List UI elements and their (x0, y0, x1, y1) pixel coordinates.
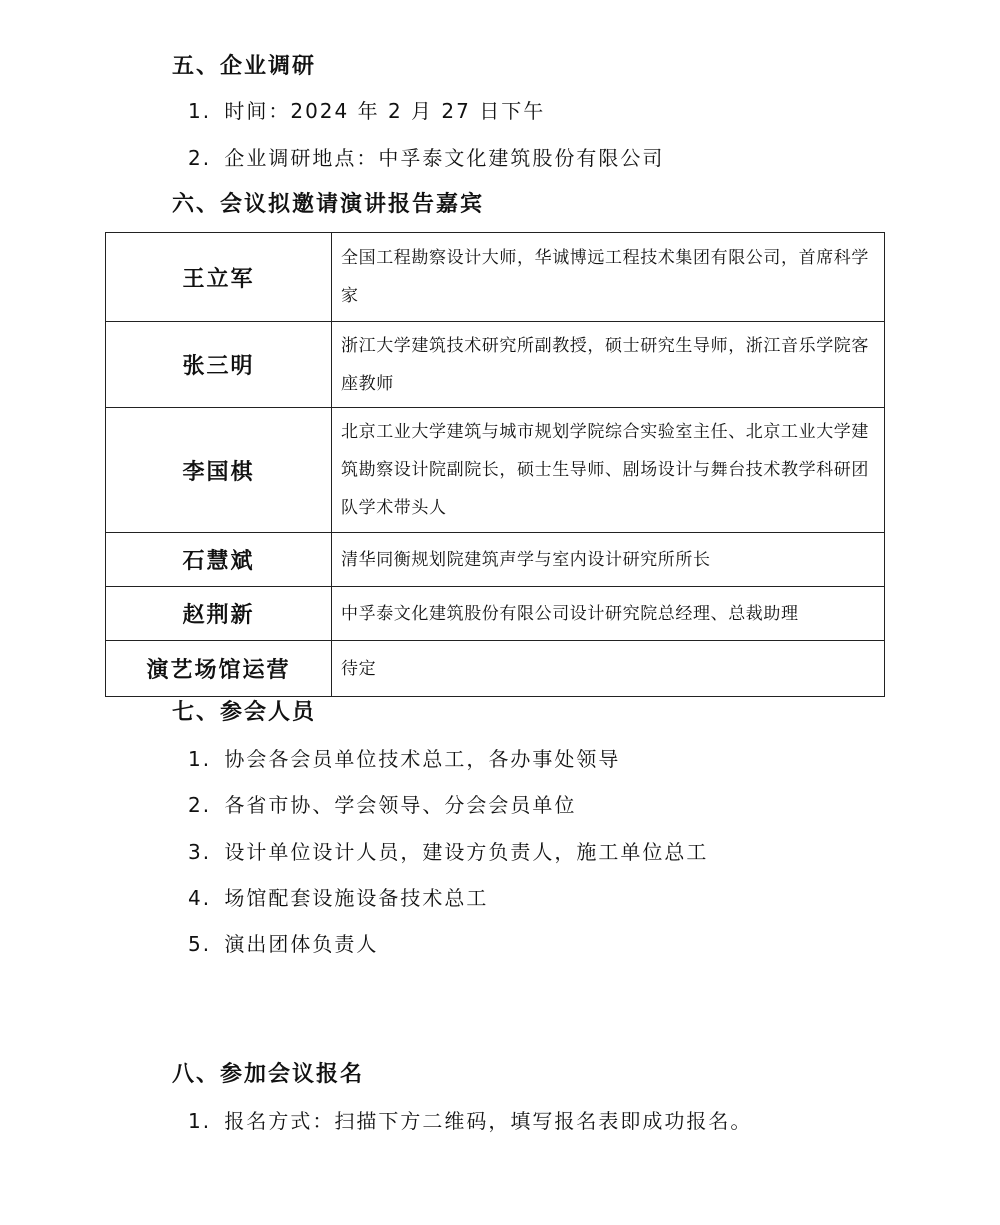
item-text: 设计单位设计人员，建设方负责人，施工单位总工 (224, 840, 709, 864)
section-heading-7: 七、参会人员 (172, 700, 317, 725)
guest-description: 中孚泰文化建筑股份有限公司设计研究院总经理、总裁助理 (332, 587, 885, 641)
item-number: 1. (188, 99, 212, 123)
section5-item-1 (188, 96, 545, 126)
guest-name: 王立军 (106, 233, 332, 322)
section7-item-2 (188, 790, 576, 820)
item-text: 各省市协、学会领导、分会会员单位 (224, 793, 577, 817)
section8-item-1 (188, 1106, 752, 1136)
item-text: 协会各会员单位技术总工，各办事处领导 (224, 747, 621, 771)
table-row (106, 233, 885, 322)
item-number: 1. (188, 1109, 212, 1133)
item-text: 时间：2024 年 2 月 27 日下午 (224, 99, 546, 123)
table-row (106, 408, 885, 533)
item-number: 3. (188, 840, 212, 864)
table-row (106, 641, 885, 697)
guest-name: 李国棋 (106, 408, 332, 533)
guest-speaker-table (105, 232, 885, 697)
section-heading-8: 八、参加会议报名 (172, 1062, 365, 1087)
guest-name: 张三明 (106, 322, 332, 408)
section7-item-3 (188, 837, 708, 867)
guest-description: 浙江大学建筑技术研究所副教授，硕士研究生导师，浙江音乐学院客座教师 (332, 322, 885, 408)
guest-description: 清华同衡规划院建筑声学与室内设计研究所所长 (332, 533, 885, 587)
section7-item-4 (188, 883, 488, 913)
table-row (106, 587, 885, 641)
item-number: 1. (188, 747, 212, 771)
guest-description: 待定 (332, 641, 885, 697)
section-heading-6: 六、会议拟邀请演讲报告嘉宾 (172, 192, 485, 217)
section5-item-2 (188, 143, 664, 173)
table-row (106, 322, 885, 408)
table-row (106, 533, 885, 587)
section7-item-5 (188, 929, 378, 959)
section7-item-1 (188, 744, 620, 774)
item-number: 4. (188, 886, 212, 910)
section-heading-5: 五、企业调研 (172, 54, 317, 79)
item-text: 报名方式：扫描下方二维码，填写报名表即成功报名。 (224, 1109, 753, 1133)
item-number: 2. (188, 793, 212, 817)
guest-description: 全国工程勘察设计大师，华诚博远工程技术集团有限公司，首席科学家 (332, 233, 885, 322)
item-text: 场馆配套设施设备技术总工 (224, 886, 489, 910)
item-text: 演出团体负责人 (224, 932, 379, 956)
guest-description: 北京工业大学建筑与城市规划学院综合实验室主任、北京工业大学建筑勘察设计院副院长，硕士生导师、剧场设计与舞台技术教学科研团队学术带头人 (332, 408, 885, 533)
guest-name: 石慧斌 (106, 533, 332, 587)
guest-name: 赵荆新 (106, 587, 332, 641)
item-number: 5. (188, 932, 212, 956)
item-text: 企业调研地点：中孚泰文化建筑股份有限公司 (224, 146, 665, 170)
item-number: 2. (188, 146, 212, 170)
guest-name: 演艺场馆运营 (106, 641, 332, 697)
